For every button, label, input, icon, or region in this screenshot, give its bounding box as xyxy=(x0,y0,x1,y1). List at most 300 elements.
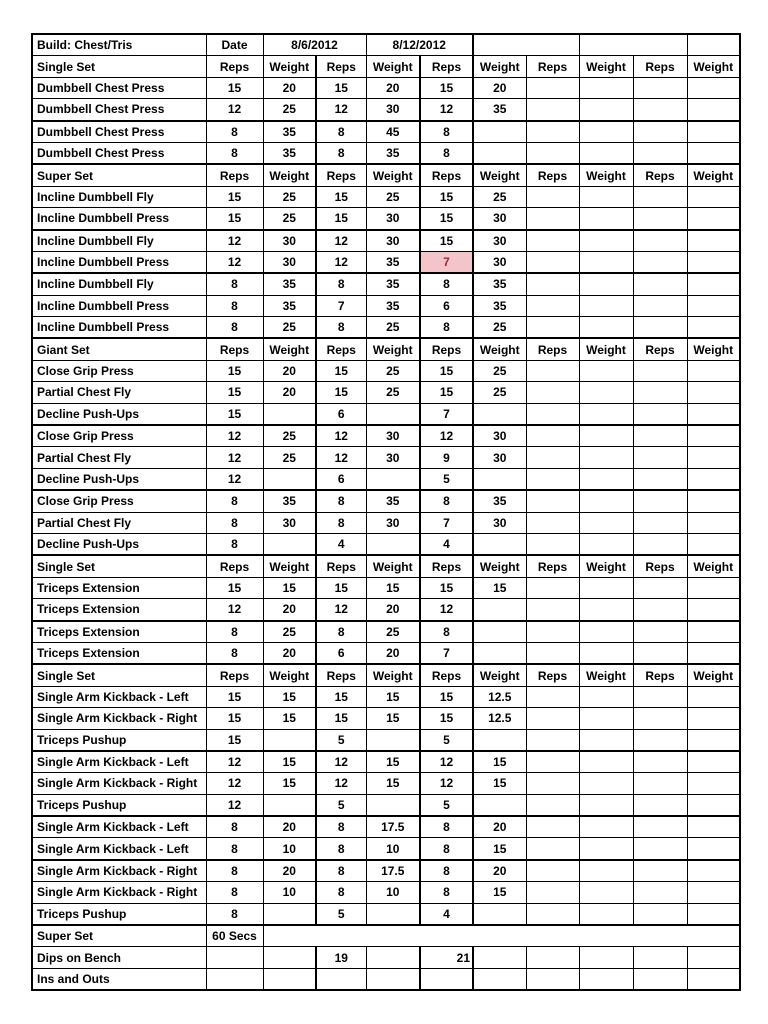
weight-cell xyxy=(473,729,526,751)
weight-cell xyxy=(579,621,633,643)
exercise-name: Incline Dumbbell Fly xyxy=(32,273,206,295)
reps-cell xyxy=(633,686,687,707)
weight-cell: 25 xyxy=(263,425,316,447)
weight-cell xyxy=(263,968,316,990)
weight-cell: 15 xyxy=(473,773,526,794)
weight-cell: 20 xyxy=(263,860,316,882)
reps-cell: 15 xyxy=(206,708,263,729)
reps-cell xyxy=(633,490,687,512)
weight-cell xyxy=(263,903,316,925)
weight-cell: 25 xyxy=(366,360,420,381)
exercise-row xyxy=(32,533,740,555)
reps-header: Reps xyxy=(633,164,687,186)
exercise-name: Single Arm Kickback - Left xyxy=(32,751,206,773)
weight-cell: 35 xyxy=(263,295,316,316)
reps-cell: 5 xyxy=(420,794,473,816)
weight-cell xyxy=(687,186,740,207)
reps-cell xyxy=(633,230,687,252)
reps-cell xyxy=(526,360,579,381)
weight-cell: 20 xyxy=(263,77,316,98)
weight-cell: 30 xyxy=(473,251,526,273)
reps-cell xyxy=(633,403,687,425)
weight-cell: 15 xyxy=(473,838,526,860)
weight-cell: 30 xyxy=(366,230,420,252)
reps-cell: 15 xyxy=(420,230,473,252)
reps-cell xyxy=(526,425,579,447)
weight-cell: 35 xyxy=(263,142,316,164)
weight-cell xyxy=(366,903,420,925)
exercise-name: Single Arm Kickback - Left xyxy=(32,816,206,838)
weight-cell xyxy=(687,577,740,598)
weight-cell xyxy=(687,686,740,707)
exercise-name: Single Arm Kickback - Left xyxy=(32,838,206,860)
reps-cell: 8 xyxy=(206,816,263,838)
reps-cell xyxy=(633,882,687,903)
weight-cell: 15 xyxy=(366,773,420,794)
weight-cell: 35 xyxy=(366,251,420,273)
reps-cell xyxy=(526,903,579,925)
weight-cell xyxy=(366,968,420,990)
reps-cell: 12 xyxy=(420,751,473,773)
weight-cell: 15 xyxy=(263,686,316,707)
weight-header: Weight xyxy=(263,164,316,186)
reps-cell xyxy=(633,142,687,164)
exercise-row xyxy=(32,947,740,968)
reps-cell: 8 xyxy=(206,882,263,903)
reps-header: Reps xyxy=(633,56,687,77)
weight-cell: 15 xyxy=(263,708,316,729)
weight-cell: 30 xyxy=(263,251,316,273)
reps-cell: 8 xyxy=(206,903,263,925)
reps-cell: 15 xyxy=(316,686,366,707)
reps-cell: 12 xyxy=(316,251,366,273)
reps-cell xyxy=(526,773,579,794)
weight-cell xyxy=(687,382,740,403)
exercise-row xyxy=(32,490,740,512)
reps-cell: 4 xyxy=(420,533,473,555)
reps-cell xyxy=(633,208,687,230)
weight-cell xyxy=(579,860,633,882)
exercise-row xyxy=(32,447,740,468)
reps-header: Reps xyxy=(206,555,263,577)
reps-cell xyxy=(526,947,579,968)
reps-cell xyxy=(633,360,687,381)
reps-cell: 15 xyxy=(206,686,263,707)
weight-cell: 35 xyxy=(263,490,316,512)
weight-cell xyxy=(579,447,633,468)
reps-header: Reps xyxy=(526,555,579,577)
reps-header: Reps xyxy=(316,56,366,77)
weight-cell xyxy=(366,533,420,555)
set-label: Single Set xyxy=(32,664,206,686)
weight-cell: 30 xyxy=(473,208,526,230)
reps-cell: 15 xyxy=(316,360,366,381)
reps-cell: 12 xyxy=(316,773,366,794)
weight-cell: 25 xyxy=(473,317,526,339)
reps-header: Reps xyxy=(420,664,473,686)
reps-cell: 12 xyxy=(206,599,263,621)
exercise-row xyxy=(32,838,740,860)
weight-cell: 20 xyxy=(366,642,420,664)
exercise-row xyxy=(32,77,740,98)
set-label: Super Set xyxy=(32,925,206,947)
weight-cell xyxy=(473,533,526,555)
table-body xyxy=(32,34,740,990)
weight-cell: 30 xyxy=(473,230,526,252)
weight-cell xyxy=(579,708,633,729)
reps-cell: 7 xyxy=(420,403,473,425)
exercise-name: Single Arm Kickback - Right xyxy=(32,860,206,882)
reps-header: Reps xyxy=(526,56,579,77)
reps-cell: 5 xyxy=(316,729,366,751)
weight-cell xyxy=(473,121,526,143)
reps-cell xyxy=(526,208,579,230)
reps-cell xyxy=(526,882,579,903)
reps-cell xyxy=(633,533,687,555)
weight-cell xyxy=(473,903,526,925)
weight-cell: 20 xyxy=(366,599,420,621)
exercise-row xyxy=(32,860,740,882)
weight-cell: 30 xyxy=(263,230,316,252)
exercise-name: Single Arm Kickback - Right xyxy=(32,773,206,794)
title-row xyxy=(32,34,740,56)
reps-cell: 15 xyxy=(420,208,473,230)
reps-header: Reps xyxy=(316,164,366,186)
reps-header: Reps xyxy=(316,338,366,360)
reps-cell: 15 xyxy=(206,360,263,381)
weight-cell xyxy=(579,230,633,252)
reps-cell: 12 xyxy=(316,599,366,621)
weight-cell xyxy=(579,794,633,816)
weight-cell xyxy=(579,208,633,230)
exercise-name: Single Arm Kickback - Right xyxy=(32,708,206,729)
reps-cell: 8 xyxy=(420,142,473,164)
exercise-name: Triceps Extension xyxy=(32,577,206,598)
weight-cell: 30 xyxy=(473,512,526,533)
weight-cell xyxy=(687,142,740,164)
weight-header: Weight xyxy=(366,664,420,686)
reps-cell: 7 xyxy=(316,295,366,316)
reps-cell: 12 xyxy=(316,425,366,447)
weight-cell xyxy=(579,533,633,555)
reps-cell: 8 xyxy=(316,490,366,512)
weight-cell xyxy=(687,968,740,990)
weight-cell: 20 xyxy=(263,599,316,621)
weight-cell xyxy=(473,599,526,621)
weight-cell: 25 xyxy=(263,186,316,207)
weight-cell: 25 xyxy=(263,99,316,121)
reps-cell: 8 xyxy=(316,512,366,533)
weight-cell xyxy=(579,295,633,316)
reps-cell: 8 xyxy=(206,273,263,295)
weight-cell xyxy=(687,599,740,621)
reps-cell xyxy=(633,642,687,664)
weight-cell xyxy=(473,947,526,968)
weight-cell xyxy=(687,642,740,664)
weight-cell: 25 xyxy=(473,382,526,403)
weight-cell xyxy=(473,642,526,664)
set-header-row xyxy=(32,338,740,360)
exercise-row xyxy=(32,686,740,707)
weight-header: Weight xyxy=(263,664,316,686)
exercise-row xyxy=(32,751,740,773)
reps-cell: 7 xyxy=(420,512,473,533)
reps-header: Reps xyxy=(420,338,473,360)
reps-cell xyxy=(526,708,579,729)
weight-cell xyxy=(473,794,526,816)
reps-cell: 6 xyxy=(420,295,473,316)
weight-cell: 35 xyxy=(473,295,526,316)
weight-cell xyxy=(263,403,316,425)
weight-cell xyxy=(366,729,420,751)
reps-cell: 8 xyxy=(316,273,366,295)
reps-cell xyxy=(633,186,687,207)
reps-cell: 15 xyxy=(420,77,473,98)
weight-header: Weight xyxy=(366,56,420,77)
exercise-name: Dumbbell Chest Press xyxy=(32,142,206,164)
set-header-row xyxy=(32,56,740,77)
reps-cell xyxy=(633,816,687,838)
reps-cell xyxy=(633,751,687,773)
set-header-row xyxy=(32,925,740,947)
reps-cell xyxy=(633,447,687,468)
weight-cell xyxy=(366,403,420,425)
weight-header: Weight xyxy=(687,338,740,360)
weight-cell xyxy=(579,686,633,707)
weight-cell: 15 xyxy=(473,751,526,773)
reps-cell xyxy=(633,860,687,882)
weight-cell xyxy=(263,794,316,816)
weight-cell xyxy=(687,273,740,295)
reps-header: Reps xyxy=(420,555,473,577)
reps-cell: 12 xyxy=(420,425,473,447)
reps-header: Reps xyxy=(316,555,366,577)
weight-cell: 20 xyxy=(473,816,526,838)
weight-cell xyxy=(263,947,316,968)
reps-cell: 6 xyxy=(316,403,366,425)
exercise-name: Incline Dumbbell Press xyxy=(32,208,206,230)
weight-cell xyxy=(687,490,740,512)
weight-cell: 15 xyxy=(263,751,316,773)
reps-cell: 15 xyxy=(206,403,263,425)
reps-cell: 15 xyxy=(316,77,366,98)
exercise-row xyxy=(32,142,740,164)
set-header-row xyxy=(32,164,740,186)
reps-cell: 12 xyxy=(206,425,263,447)
reps-header: Reps xyxy=(206,664,263,686)
set-label: Giant Set xyxy=(32,338,206,360)
weight-cell xyxy=(579,425,633,447)
weight-cell: 35 xyxy=(366,490,420,512)
weight-cell: 30 xyxy=(473,447,526,468)
reps-cell: 12 xyxy=(206,468,263,490)
weight-cell xyxy=(579,468,633,490)
reps-cell xyxy=(420,968,473,990)
reps-cell xyxy=(526,251,579,273)
weight-cell: 10 xyxy=(366,882,420,903)
highlighted-reps-cell: 7 xyxy=(420,251,473,273)
reps-cell: 12 xyxy=(420,773,473,794)
reps-cell xyxy=(526,838,579,860)
reps-cell xyxy=(526,621,579,643)
weight-cell: 20 xyxy=(366,77,420,98)
exercise-name: Single Arm Kickback - Right xyxy=(32,882,206,903)
reps-header: Reps xyxy=(316,664,366,686)
reps-cell xyxy=(633,838,687,860)
weight-cell xyxy=(366,947,420,968)
weight-cell xyxy=(687,816,740,838)
reps-cell xyxy=(633,968,687,990)
weight-cell xyxy=(579,968,633,990)
weight-cell: 30 xyxy=(366,447,420,468)
weight-header: Weight xyxy=(579,164,633,186)
weight-cell: 10 xyxy=(263,838,316,860)
exercise-name: Decline Push-Ups xyxy=(32,403,206,425)
weight-header: Weight xyxy=(579,56,633,77)
reps-cell: 15 xyxy=(420,186,473,207)
exercise-name: Partial Chest Fly xyxy=(32,382,206,403)
weight-cell: 30 xyxy=(366,425,420,447)
exercise-row xyxy=(32,773,740,794)
reps-cell: 9 xyxy=(420,447,473,468)
session-date-1: 8/6/2012 xyxy=(263,34,366,56)
weight-header: Weight xyxy=(687,555,740,577)
reps-cell xyxy=(316,968,366,990)
reps-cell xyxy=(633,251,687,273)
reps-cell: 8 xyxy=(206,642,263,664)
exercise-name: Triceps Pushup xyxy=(32,903,206,925)
weight-cell: 25 xyxy=(263,447,316,468)
exercise-name: Dumbbell Chest Press xyxy=(32,77,206,98)
weight-cell: 15 xyxy=(366,708,420,729)
weight-cell xyxy=(579,838,633,860)
reps-cell xyxy=(526,382,579,403)
weight-cell xyxy=(579,882,633,903)
weight-header: Weight xyxy=(473,338,526,360)
weight-cell: 30 xyxy=(473,425,526,447)
weight-cell xyxy=(579,751,633,773)
reps-cell: 15 xyxy=(316,708,366,729)
weight-cell xyxy=(473,403,526,425)
empty-date-cell xyxy=(579,34,687,56)
exercise-row xyxy=(32,468,740,490)
reps-cell: 8 xyxy=(420,860,473,882)
reps-cell: 4 xyxy=(420,903,473,925)
reps-cell xyxy=(526,642,579,664)
reps-cell: 15 xyxy=(316,577,366,598)
exercise-row xyxy=(32,251,740,273)
reps-cell: 8 xyxy=(420,317,473,339)
reps-cell: 8 xyxy=(206,838,263,860)
reps-cell xyxy=(633,77,687,98)
weight-cell: 15 xyxy=(263,577,316,598)
weight-cell xyxy=(687,729,740,751)
exercise-row xyxy=(32,512,740,533)
weight-cell xyxy=(579,360,633,381)
weight-cell xyxy=(687,77,740,98)
reps-cell: 15 xyxy=(420,360,473,381)
exercise-row xyxy=(32,295,740,316)
rest-duration: 60 Secs xyxy=(206,925,263,947)
weight-cell xyxy=(579,99,633,121)
reps-header: Reps xyxy=(206,56,263,77)
reps-cell xyxy=(526,729,579,751)
reps-cell: 15 xyxy=(206,729,263,751)
reps-cell xyxy=(206,968,263,990)
reps-header: Reps xyxy=(526,338,579,360)
weight-header: Weight xyxy=(263,338,316,360)
exercise-row xyxy=(32,186,740,207)
reps-cell: 8 xyxy=(420,121,473,143)
reps-cell xyxy=(526,403,579,425)
weight-cell: 25 xyxy=(263,317,316,339)
exercise-row xyxy=(32,121,740,143)
reps-cell: 12 xyxy=(316,751,366,773)
reps-cell xyxy=(526,860,579,882)
exercise-row xyxy=(32,708,740,729)
weight-cell: 17.5 xyxy=(366,860,420,882)
weight-header: Weight xyxy=(473,555,526,577)
weight-cell xyxy=(687,317,740,339)
exercise-row xyxy=(32,208,740,230)
exercise-row xyxy=(32,599,740,621)
reps-header: Reps xyxy=(526,664,579,686)
weight-cell xyxy=(687,230,740,252)
reps-header: Reps xyxy=(633,338,687,360)
reps-cell: 15 xyxy=(420,686,473,707)
exercise-name: Triceps Extension xyxy=(32,621,206,643)
reps-cell xyxy=(526,533,579,555)
reps-cell: 15 xyxy=(420,382,473,403)
reps-cell: 12 xyxy=(316,230,366,252)
reps-cell xyxy=(633,295,687,316)
reps-cell xyxy=(633,121,687,143)
exercise-row xyxy=(32,382,740,403)
weight-cell: 15 xyxy=(473,882,526,903)
weight-header: Weight xyxy=(473,164,526,186)
reps-cell: 8 xyxy=(316,838,366,860)
reps-cell: 8 xyxy=(206,121,263,143)
merged-blank-cell xyxy=(263,925,740,947)
exercise-row xyxy=(32,882,740,903)
weight-cell xyxy=(473,968,526,990)
weight-cell: 30 xyxy=(366,208,420,230)
reps-cell: 15 xyxy=(206,186,263,207)
reps-cell: 8 xyxy=(206,317,263,339)
exercise-name: Close Grip Press xyxy=(32,490,206,512)
exercise-name: Incline Dumbbell Press xyxy=(32,251,206,273)
reps-cell xyxy=(526,751,579,773)
exercise-row xyxy=(32,425,740,447)
weight-header: Weight xyxy=(687,56,740,77)
reps-cell: 12 xyxy=(206,230,263,252)
reps-cell xyxy=(633,382,687,403)
exercise-row xyxy=(32,99,740,121)
reps-cell: 15 xyxy=(206,208,263,230)
weight-cell xyxy=(579,77,633,98)
weight-cell: 20 xyxy=(263,360,316,381)
exercise-name: Close Grip Press xyxy=(32,425,206,447)
weight-cell xyxy=(579,773,633,794)
set-label: Super Set xyxy=(32,164,206,186)
weight-cell: 15 xyxy=(366,751,420,773)
weight-cell xyxy=(687,533,740,555)
weight-cell xyxy=(687,208,740,230)
weight-cell: 25 xyxy=(473,186,526,207)
reps-cell: 8 xyxy=(420,838,473,860)
weight-cell xyxy=(687,468,740,490)
weight-cell xyxy=(687,751,740,773)
